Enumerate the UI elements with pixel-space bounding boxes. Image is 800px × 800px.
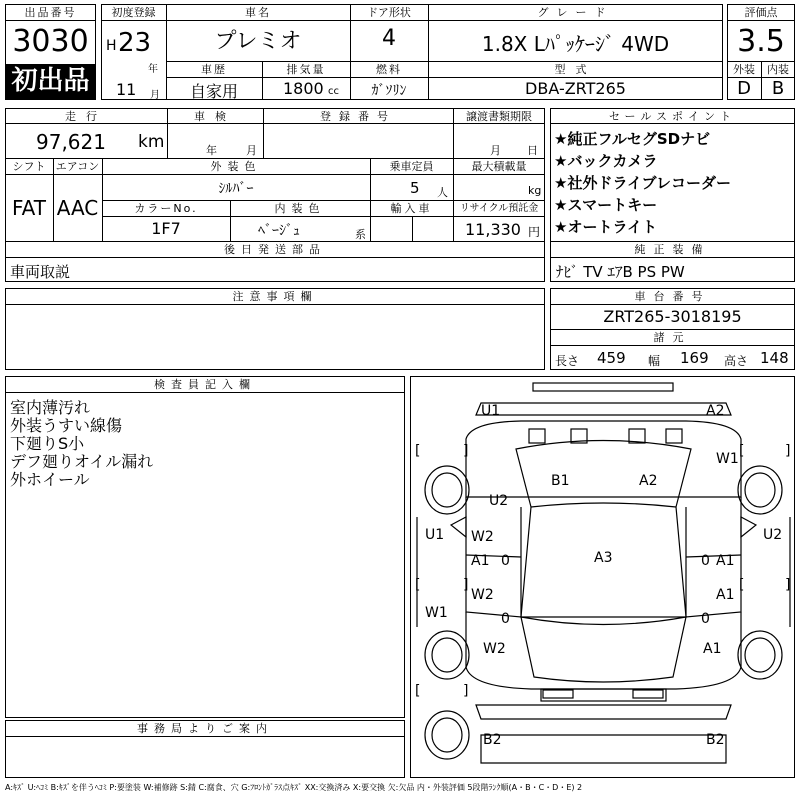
reg-label: 初度登録 [111, 6, 156, 19]
damage-mark: A1 [716, 587, 735, 603]
grade-label: グレード [537, 6, 614, 19]
damage-mark: A1 [703, 641, 722, 657]
int-label: 内装 [767, 63, 789, 76]
damage-mark: W2 [471, 587, 494, 603]
damage-mark: W1 [425, 605, 448, 621]
inspector-line: デフ廻りオイル漏れ [10, 452, 154, 471]
notes-label: 注意事項欄 [232, 290, 318, 303]
transfer-month-unit: 月 [490, 144, 501, 157]
grade-value: 1.8X Lﾊﾟｯｹｰｼﾞ 4WD [481, 32, 670, 56]
length-label: 長さ [555, 354, 580, 368]
bracket-right: ] [785, 443, 791, 459]
sales-label: セールスポイント [608, 110, 736, 123]
height-value: 148 [760, 349, 789, 367]
equipment-value: ﾅﾋﾞ TV ｴｱB PS PW [556, 263, 685, 281]
car-name-label: 車名 [245, 6, 271, 19]
transfer-label: 譲渡書類期限 [466, 110, 532, 123]
damage-mark: U1 [481, 403, 501, 419]
width-value: 169 [680, 349, 709, 367]
sales-item: ★オートライト [554, 218, 657, 236]
bracket-right: ] [785, 577, 791, 593]
model-value: DBA-ZRT265 [525, 79, 626, 98]
damage-mark: B2 [706, 732, 725, 748]
car-diagram-svg [411, 377, 795, 778]
intcolor-unit: 系 [355, 228, 366, 241]
shift-value: FAT [11, 196, 46, 220]
shift-label: シフト [12, 160, 46, 173]
load-label: 最大積載量 [471, 160, 527, 173]
sales-item: ★バックカメラ [554, 152, 658, 170]
height-label: 高さ [724, 354, 749, 368]
ac-value: AAC [56, 196, 99, 220]
damage-mark: W2 [483, 641, 506, 657]
chassis-number: ZRT265-3018195 [603, 307, 742, 326]
bracket-right: ] [463, 577, 469, 593]
disp-value: 1800 [283, 79, 324, 98]
reg-year-unit: 年 [148, 64, 158, 75]
lot-number: 3030 [12, 24, 89, 59]
width-label: 幅 [648, 354, 661, 368]
colorno-value: 1F7 [151, 219, 181, 238]
capacity-unit: 人 [437, 186, 448, 199]
bracket-left: [ [415, 683, 421, 699]
bracket-left: [ [739, 577, 745, 593]
first-listing-badge: 初出品 [6, 64, 95, 99]
damage-mark: A2 [706, 403, 725, 419]
colorno-label: カラーNo. [134, 202, 198, 215]
damage-mark: 0 [701, 611, 710, 627]
office-label: 事務局よりご案内 [137, 722, 273, 735]
fuel-value: ｶﾞｿﾘﾝ [371, 83, 407, 99]
damage-mark: U2 [489, 493, 509, 509]
score-value: 3.5 [737, 24, 785, 59]
bracket-left: [ [739, 443, 745, 459]
specs-label: 諸元 [653, 331, 692, 344]
ac-label: エアコン [55, 160, 100, 173]
mileage-unit: km [138, 132, 165, 152]
recycle-unit: 円 [528, 225, 541, 239]
lot-label: 出品番号 [24, 6, 77, 19]
color-label: 外装色 [210, 160, 262, 173]
load-unit: kg [528, 184, 542, 197]
damage-mark: A1 [716, 553, 735, 569]
reg-month-unit: 月 [150, 90, 160, 101]
recycle-value: 11,330 [465, 220, 521, 239]
damage-mark: B1 [551, 473, 570, 489]
inspection-month-unit: 月 [246, 144, 257, 157]
reg-era: H [106, 38, 117, 54]
damage-mark: W2 [471, 529, 494, 545]
damage-mark: 0 [701, 553, 710, 569]
later-parts-value: 車両取説 [10, 263, 71, 281]
bracket-left: [ [415, 577, 421, 593]
capacity-label: 乗車定員 [389, 160, 434, 173]
bracket-right: ] [463, 683, 469, 699]
model-label: 型式 [554, 63, 597, 76]
damage-mark: B2 [483, 732, 502, 748]
intcolor-value: ﾍﾞｰｼﾞｭ [258, 223, 300, 239]
mileage-label: 走行 [65, 110, 107, 123]
inspector-line: 外装うすい線傷 [10, 416, 123, 435]
inspector-line: 外ホイール [10, 470, 90, 489]
length-value: 459 [597, 349, 626, 367]
ext-grade: D [737, 78, 751, 99]
damage-diagram [410, 376, 795, 778]
int-grade: B [771, 78, 785, 99]
damage-mark: A3 [594, 550, 613, 566]
color-value: ｼﾙﾊﾞｰ [218, 181, 254, 197]
import-label: 輸入車 [390, 202, 433, 215]
damage-mark: A1 [471, 553, 490, 569]
damage-mark: U2 [763, 527, 783, 543]
inspector-line: 室内薄汚れ [10, 398, 91, 417]
legend-text: A:ｷｽﾞ U:ﾍｺﾐ B:ｷｽﾞを伴うﾍｺﾐ P:要塗装 W:補修跡 S:錆 C:腐食、穴 G:ﾌﾛﾝﾄｶﾞﾗｽ点ｷｽﾞ XX:交換済み X:要交換 欠:欠品 内・外装評価 5段階ﾗﾝｸ順(A・B・C・D・E) 2 [5, 783, 583, 792]
sales-item: ★純正フルセグSDナビ [554, 130, 711, 148]
regno-label: 登録番号 [320, 110, 396, 123]
equipment-label: 純正装備 [634, 243, 711, 256]
transfer-day-unit: 日 [527, 144, 538, 157]
damage-mark: 0 [501, 611, 510, 627]
score-label: 評価点 [744, 6, 778, 19]
damage-mark: U1 [425, 527, 445, 543]
sales-item: ★社外ドライブレコーダー [554, 174, 731, 192]
damage-mark: A2 [639, 473, 658, 489]
damage-mark: W1 [716, 451, 739, 467]
disp-label: 排気量 [286, 63, 326, 76]
bracket-left: [ [415, 443, 421, 459]
doors-label: ドア形状 [367, 6, 411, 19]
car-name: プレミオ [214, 29, 302, 54]
damage-mark: 0 [501, 553, 510, 569]
mileage-value: 97,621 [36, 130, 106, 154]
recycle-label: リサイクル預託金 [459, 203, 539, 214]
history-value: 自家用 [189, 82, 238, 101]
chassis-label: 車台番号 [634, 290, 711, 303]
inspector-line: 下廻りS小 [10, 434, 85, 453]
bracket-right: ] [463, 443, 469, 459]
ext-label: 外装 [733, 63, 755, 76]
sales-item: ★スマートキー [554, 196, 658, 214]
inspector-label: 検査員記入欄 [154, 378, 256, 391]
inspection-year-unit: 年 [206, 144, 217, 157]
inspection-label: 車検 [194, 110, 236, 123]
reg-month: 11 [116, 80, 137, 99]
intcolor-label: 内装色 [274, 202, 326, 215]
later-parts-label: 後日発送部品 [224, 243, 326, 256]
capacity-value: 5 [410, 179, 420, 197]
doors-value: 4 [382, 26, 396, 51]
history-label: 車歴 [201, 63, 227, 76]
disp-unit: cc [328, 86, 339, 97]
reg-year: 23 [118, 28, 152, 58]
fuel-label: 燃料 [376, 63, 402, 76]
